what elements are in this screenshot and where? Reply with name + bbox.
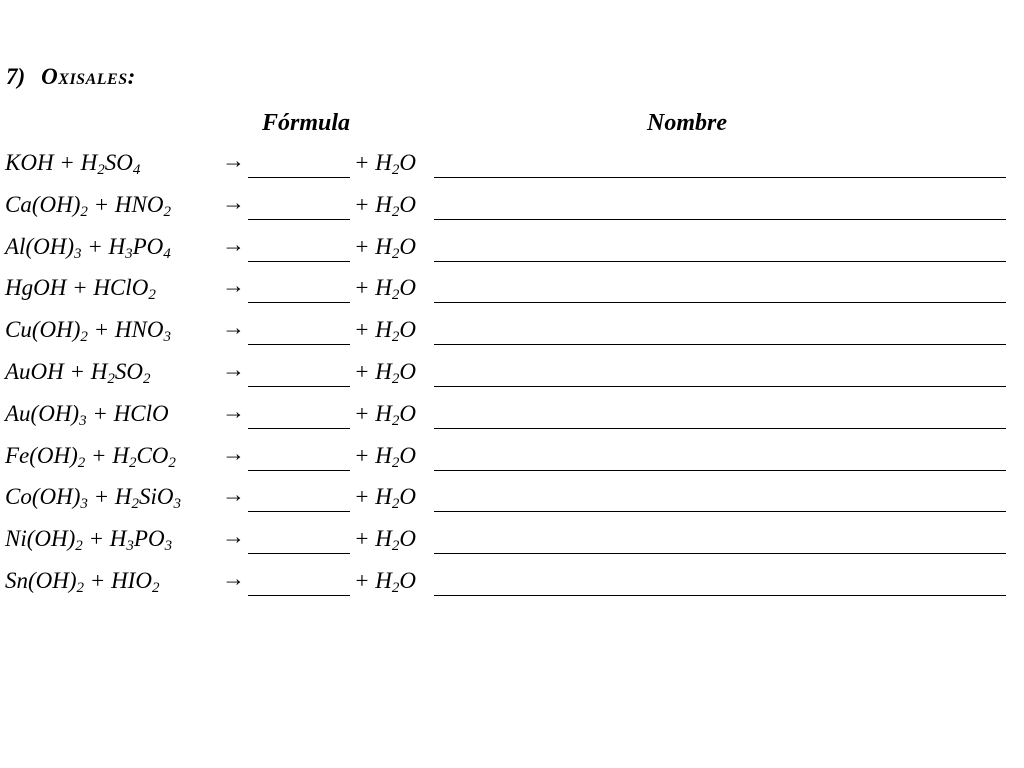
water-product [354, 234, 416, 260]
reactants [5, 484, 182, 513]
reactant-text: + H [85, 442, 129, 468]
reactant-subscript: 4 [163, 245, 171, 262]
reactants [5, 275, 156, 304]
formula-answer-blank[interactable] [248, 177, 350, 178]
reactant-subscript: 2 [76, 579, 85, 596]
formula-answer-blank[interactable] [248, 511, 350, 512]
arrow-right-icon: → [222, 315, 245, 341]
reactant-text: PO [132, 233, 164, 259]
reactant-subscript: 3 [163, 329, 171, 346]
water-subscript: 2 [391, 245, 400, 262]
water-text: O [399, 567, 417, 593]
arrow-right-icon: → [222, 524, 245, 550]
reaction-list [0, 146, 1024, 606]
reactants [5, 401, 169, 427]
reaction-row [0, 397, 1024, 439]
reactant-text: KOH + H [5, 150, 98, 175]
water-text: O [399, 191, 417, 217]
arrow-right-icon: → [222, 482, 245, 508]
water-text: O [399, 442, 417, 468]
water-product [354, 317, 417, 346]
formula-answer-blank[interactable] [248, 219, 350, 220]
water-text: + H [354, 484, 392, 510]
reactant-subscript: 3 [173, 496, 182, 513]
water-product [354, 443, 416, 469]
water-text: O [399, 317, 417, 343]
water-text: O [399, 275, 417, 301]
reactants [5, 526, 173, 555]
reactant-text: Al(OH) [5, 233, 74, 259]
name-answer-blank[interactable] [434, 595, 1006, 596]
arrow-right-icon: → [222, 148, 245, 173]
reactant-subscript: 2 [148, 287, 156, 304]
reactants [5, 359, 151, 385]
name-answer-blank[interactable] [434, 386, 1006, 387]
formula-answer-blank[interactable] [248, 553, 350, 554]
water-subscript: 2 [391, 579, 400, 596]
name-column-header: Nombre [647, 110, 727, 136]
name-answer-blank[interactable] [434, 219, 1006, 220]
reactant-subscript: 2 [163, 203, 171, 220]
water-subscript: 2 [391, 412, 400, 429]
water-text: O [399, 233, 417, 259]
reactant-subscript: 2 [168, 454, 176, 471]
water-text: + H [354, 567, 392, 593]
water-text: + H [354, 233, 392, 259]
water-product [354, 275, 417, 304]
water-product [354, 359, 416, 385]
section-title: Oxisales: [41, 64, 136, 89]
formula-column-header: Fórmula [262, 110, 351, 136]
reactant-text: PO [133, 526, 165, 552]
reaction-row [0, 271, 1024, 313]
reactant-subscript: 3 [126, 538, 134, 555]
reactant-subscript: 2 [143, 370, 151, 387]
reactants [5, 317, 171, 346]
water-product [354, 150, 416, 176]
arrow-right-icon: → [222, 273, 245, 299]
water-text: + H [354, 526, 392, 552]
reaction-row [0, 522, 1024, 564]
reactant-text: + HNO [87, 191, 164, 217]
water-text: O [399, 526, 417, 552]
arrow-right-icon: → [222, 189, 245, 215]
reactants [5, 150, 140, 176]
water-subscript: 2 [391, 538, 400, 555]
name-answer-blank[interactable] [434, 511, 1006, 512]
water-text: O [399, 400, 417, 426]
reactant-subscript: 2 [77, 454, 86, 471]
reactant-text: AuOH + H [5, 358, 108, 384]
water-product [354, 401, 416, 427]
reactant-text: SO [104, 150, 133, 175]
reactant-text: + H [82, 526, 127, 552]
arrow-right-icon: → [222, 398, 245, 424]
reactant-subscript: 3 [79, 412, 87, 429]
water-text: + H [354, 400, 392, 426]
reactant-text: + HNO [87, 317, 164, 343]
water-product [354, 484, 417, 513]
formula-answer-blank[interactable] [248, 595, 350, 596]
arrow-right-icon: → [222, 565, 245, 591]
water-text: O [399, 484, 417, 510]
reactant-text: CO [136, 442, 169, 468]
name-answer-blank[interactable] [434, 344, 1006, 345]
reactant-text: HgOH + HClO [5, 275, 149, 301]
reaction-row [0, 188, 1024, 230]
water-text: + H [354, 358, 392, 384]
reactant-subscript: 3 [80, 496, 88, 513]
arrow-right-icon: → [222, 356, 245, 382]
water-text: + H [354, 442, 392, 468]
reactants [5, 443, 176, 469]
reactant-subscript: 4 [132, 162, 141, 178]
water-product [354, 526, 417, 555]
water-subscript: 2 [391, 370, 400, 387]
reactant-subscript: 2 [151, 579, 160, 596]
water-text: + H [354, 150, 392, 175]
reactant-subscript: 3 [73, 245, 82, 262]
reactant-subscript: 3 [125, 245, 133, 262]
reactant-subscript: 2 [107, 370, 115, 387]
reactant-text: Ni(OH) [5, 526, 76, 552]
water-text: O [399, 150, 417, 175]
water-subscript: 2 [391, 329, 400, 346]
arrow-right-icon: → [222, 231, 245, 257]
reaction-row [0, 480, 1024, 522]
section-number: 7) [6, 64, 26, 89]
water-text: + H [354, 317, 392, 343]
formula-answer-blank[interactable] [248, 470, 350, 471]
reactant-text: + HIO [84, 567, 152, 593]
water-product [354, 568, 416, 594]
name-answer-blank[interactable] [434, 553, 1006, 554]
formula-answer-blank[interactable] [248, 344, 350, 345]
formula-answer-blank[interactable] [248, 386, 350, 387]
reaction-row [0, 439, 1024, 481]
water-subscript: 2 [391, 496, 400, 513]
reactant-text: + HClO [86, 400, 169, 426]
reactant-text: Cu(OH) [5, 317, 81, 343]
reaction-row [0, 313, 1024, 355]
water-subscript: 2 [391, 203, 400, 220]
water-subscript: 2 [391, 287, 400, 304]
reactant-text: Fe(OH) [5, 442, 78, 468]
reactant-subscript: 2 [75, 538, 83, 555]
reactants [5, 568, 159, 594]
name-answer-blank[interactable] [434, 261, 1006, 262]
reactant-text: + H [81, 233, 126, 259]
water-subscript: 2 [391, 162, 400, 178]
reactant-text: SiO [139, 484, 174, 510]
reactant-text: Ca(OH) [5, 191, 81, 217]
reactant-text: + H [87, 484, 132, 510]
reactant-text: SO [114, 358, 144, 384]
reactant-text: Au(OH) [5, 400, 80, 426]
reactants [5, 192, 171, 218]
formula-answer-blank[interactable] [248, 302, 350, 303]
reactant-subscript: 2 [80, 329, 88, 346]
formula-answer-blank[interactable] [248, 428, 350, 429]
name-answer-blank[interactable] [434, 177, 1006, 178]
formula-answer-blank[interactable] [248, 261, 350, 262]
section-heading [6, 64, 136, 90]
reactant-subscript: 2 [128, 454, 137, 471]
reactant-text: Sn(OH) [5, 567, 77, 593]
water-text: + H [354, 191, 392, 217]
name-answer-blank[interactable] [434, 428, 1006, 429]
reactant-subscript: 2 [80, 203, 88, 220]
arrow-right-icon: → [222, 440, 245, 466]
reactants [5, 234, 171, 260]
reaction-row [0, 230, 1024, 272]
reactant-subscript: 3 [164, 538, 173, 555]
reactant-subscript: 2 [131, 496, 140, 513]
water-subscript: 2 [391, 454, 400, 471]
water-product [354, 192, 416, 218]
water-text: O [399, 358, 417, 384]
water-text: + H [354, 275, 392, 301]
reactant-subscript: 2 [97, 162, 105, 178]
reactant-text: Co(OH) [5, 484, 81, 510]
reaction-row [0, 564, 1024, 606]
name-answer-blank[interactable] [434, 470, 1006, 471]
reaction-row [0, 355, 1024, 397]
reaction-row [0, 146, 1024, 188]
name-answer-blank[interactable] [434, 302, 1006, 303]
